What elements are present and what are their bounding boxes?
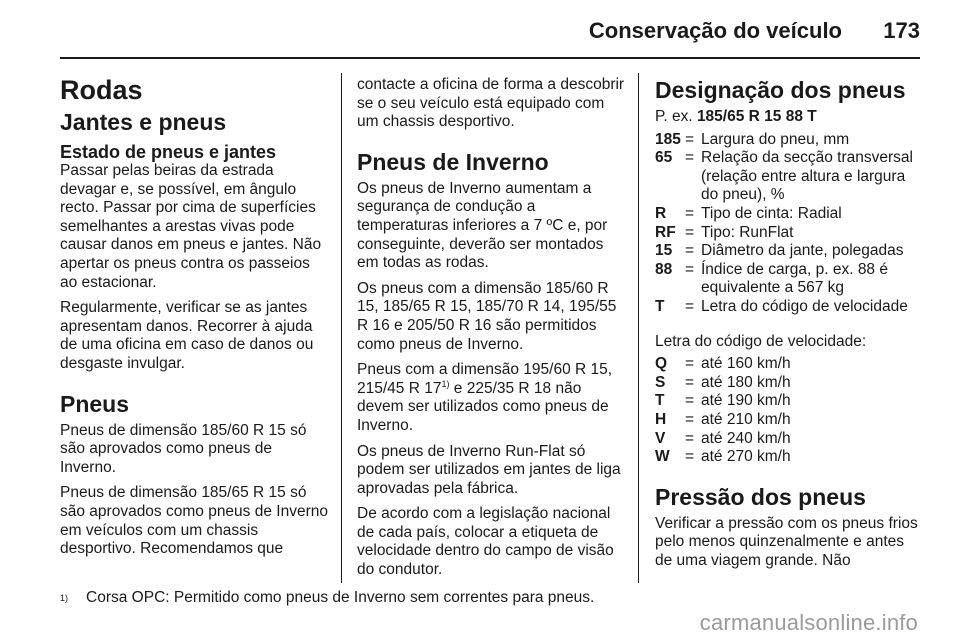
paragraph-185-60: Pneus de dimensão 185/60 R 15 só são aprovados como pneus de Inverno.: [60, 421, 307, 476]
definition-key: 88: [655, 260, 673, 278]
definition-equals: =: [685, 429, 695, 447]
heading-estado: Estado de pneus e jantes: [60, 142, 277, 162]
speed-table: [655, 355, 791, 467]
heading-pressao: Pressão dos pneus: [655, 483, 866, 510]
definition-row: [655, 448, 791, 467]
paragraph-dimensoes-proibidas: Pneus com a dimensão 195/60 R 15, 215/45 R 17$^{1)}$ e 225/35 R 18 não devem ser utilizados como pneus de Inverno.: [357, 361, 613, 434]
example-code: 185/65 R 15 88 T: [696, 108, 817, 125]
page-header: [60, 18, 920, 48]
definition-equals: =: [685, 297, 695, 315]
definition-text: Índice de carga, p. ex. 88 é equivalente a 567 kg: [701, 260, 888, 297]
definition-equals: =: [685, 410, 695, 428]
speed-intro: Letra do código de velocidade:: [655, 332, 867, 350]
designation-table: [655, 131, 923, 317]
definition-row: [655, 355, 791, 374]
definition-equals: =: [685, 242, 695, 260]
definition-text: até 160 km/h: [701, 355, 791, 373]
example-line: P. ex. 185/65 R 15 88 T: [655, 108, 817, 125]
definition-text: Letra do código de velocidade: [701, 297, 908, 315]
definition-equals: =: [685, 130, 695, 148]
heading-pneus-inverno: Pneus de Inverno: [357, 148, 549, 175]
definition-row: [655, 411, 791, 430]
definition-key: RF: [655, 223, 676, 241]
column-divider-1: [341, 73, 342, 583]
paragraph-185-65: Pneus de dimensão 185/65 R 15 só são aprovados como pneus de Inverno em veículos com um chassis desportivo. Recomendamos que: [60, 484, 328, 558]
definition-equals: =: [685, 355, 695, 373]
paragraph-contacte: contacte a oficina de forma a descobrir se o seu veículo está equipado com um chassis desportivo.: [357, 76, 625, 131]
definition-row: [655, 149, 923, 205]
definition-row: [655, 131, 923, 150]
paragraph-run-flat: Os pneus de Inverno Run-Flat só podem ser utilizados em jantes de liga aprovadas pela fábrica.: [357, 442, 621, 497]
definition-key: T: [655, 392, 665, 410]
definition-key: Q: [655, 355, 668, 373]
definition-row: [655, 374, 791, 393]
definition-text: até 210 km/h: [701, 410, 791, 428]
definition-key: W: [655, 448, 670, 466]
definition-text: Relação da secção transversal (relação entre altura e largura do pneu), %: [701, 149, 913, 204]
definition-text: Tipo: RunFlat: [701, 223, 794, 241]
definition-row: [655, 205, 923, 224]
definition-text: até 270 km/h: [701, 448, 791, 466]
paragraph-etiqueta: De acordo com a legislação nacional de cada país, colocar a etiqueta de velocidade dentro do campo de visão do condutor.: [357, 505, 614, 579]
footnote-ref: 1): [441, 378, 450, 389]
footnote-text: Corsa OPC: Permitido como pneus de Inverno sem correntes para pneus.: [86, 589, 595, 606]
definition-equals: =: [685, 204, 695, 222]
definition-row: [655, 430, 791, 449]
section-title: Conservação do veículo: [588, 18, 842, 43]
definition-text: até 190 km/h: [701, 392, 791, 410]
definition-key: 15: [655, 242, 673, 260]
definition-equals: =: [685, 373, 695, 391]
heading-pneus: Pneus: [60, 390, 130, 417]
paragraph-estado: Passar pelas beiras da estrada devagar e, se possível, em ângulo recto. Passar por cima de superfícies semelhantes a arestas vivas pode causar danos em pneus e jantes. Não apertar os pneus contra os passeios ao estacionar.: [60, 162, 322, 291]
definition-text: Diâmetro da jante, polegadas: [701, 242, 904, 260]
watermark: carmanualsonline.info: [699, 610, 918, 635]
definition-equals: =: [685, 260, 695, 278]
column-3: [655, 76, 923, 577]
definition-equals: =: [685, 223, 695, 241]
definition-key: S: [655, 373, 666, 391]
column-2: [357, 76, 625, 587]
definition-text: até 180 km/h: [701, 373, 791, 391]
definition-key: T: [655, 297, 665, 315]
column-divider-2: [638, 73, 639, 583]
paragraph-dimensoes-permitidas: Os pneus com a dimensão 185/60 R 15, 185/65 R 15, 185/70 R 14, 195/55 R 16 e 205/50 R 16 são permitidos como pneus de Inverno.: [357, 279, 617, 353]
definition-key: 185: [655, 130, 681, 148]
footnote-mark: 1): [60, 593, 69, 603]
page-number: 173: [883, 18, 920, 43]
heading-designacao: Designação dos pneus: [655, 77, 906, 103]
definition-key: V: [655, 429, 666, 447]
definition-key: H: [655, 410, 667, 428]
definition-row: [655, 261, 923, 298]
definition-row: [655, 392, 791, 411]
definition-key: 65: [655, 149, 673, 167]
definition-equals: =: [685, 448, 695, 466]
paragraph-inverno-aumentam: Os pneus de Inverno aumentam a segurança de condução a temperaturas inferiores a 7 ºC e, por conseguinte, deverão ser montados em todas as rodas.: [357, 179, 608, 272]
paragraph-verificar: Regularmente, verificar se as jantes apresentam danos. Recorrer à ajuda de uma oficina em caso de danos ou desgaste invulgar.: [60, 299, 314, 372]
definition-row: [655, 224, 923, 243]
definition-text: Largura do pneu, mm: [701, 130, 850, 148]
definition-equals: =: [685, 392, 695, 410]
header-rule: [60, 57, 920, 59]
column-1: [60, 74, 328, 566]
definition-equals: =: [685, 149, 695, 167]
definition-row: [655, 242, 923, 261]
definition-text: Tipo de cinta: Radial: [701, 204, 842, 222]
definition-row: [655, 298, 923, 317]
heading-jantes-pneus: Jantes e pneus: [60, 109, 227, 135]
heading-rodas: Rodas: [60, 75, 143, 105]
footnote: [60, 588, 594, 608]
paragraph-pressao: Verificar a pressão com os pneus frios pelo menos quinzenalmente e antes de uma viagem grande. Não: [655, 514, 918, 569]
definition-text: até 240 km/h: [701, 429, 791, 447]
definition-key: R: [655, 204, 667, 222]
